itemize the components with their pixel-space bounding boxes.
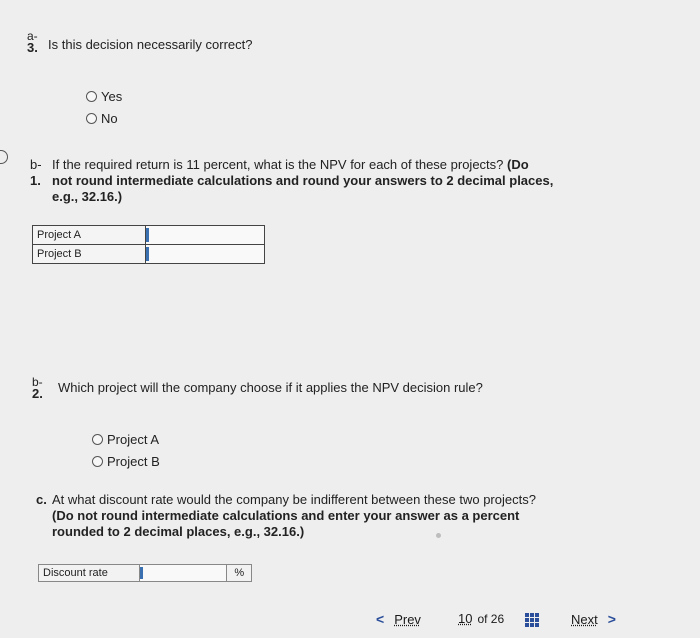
next-label: Next: [571, 611, 598, 627]
question-number-a3: [27, 30, 38, 54]
question-number-bottom: 3.: [27, 40, 38, 55]
npv-input-project-a[interactable]: [146, 226, 265, 245]
page-indicator: [458, 611, 504, 626]
question-text-b1: If the required return is 11 percent, what is the NPV for each of these projects?: [52, 157, 504, 172]
question-b1: [30, 157, 590, 205]
chevron-right-icon: >: [607, 611, 616, 627]
table-row: [33, 226, 265, 245]
discount-rate-input[interactable]: [140, 565, 227, 581]
question-number-b2: [32, 376, 43, 400]
radio-circle-icon[interactable]: [92, 434, 103, 445]
radio-label: Project B: [107, 454, 160, 469]
discount-rate-field: [38, 564, 252, 582]
radio-label: Project A: [107, 432, 160, 447]
npv-answer-table: [32, 225, 265, 264]
radio-option-yes[interactable]: [86, 89, 122, 104]
question-number-top: b-: [32, 375, 43, 389]
question-text-a3: Is this decision necessarily correct?: [48, 37, 253, 52]
percent-unit: %: [234, 567, 245, 579]
question-instruction-b1: (Do: [507, 157, 529, 172]
radio-circle-icon[interactable]: [86, 113, 97, 124]
question-instruction-b1-line3: e.g., 32.16.): [52, 189, 123, 204]
question-number-bottom: 2.: [32, 386, 43, 401]
discount-rate-label: Discount rate: [39, 565, 140, 581]
cursor-dot-icon: [436, 533, 441, 538]
radio-option-no[interactable]: [86, 111, 118, 126]
row-label-project-b: Project B: [33, 245, 146, 264]
prev-button[interactable]: [376, 611, 421, 627]
prev-label: Prev: [394, 611, 421, 627]
radio-option-project-a[interactable]: [92, 432, 159, 447]
radio-circle-icon[interactable]: [86, 91, 97, 102]
radio-label: No: [101, 111, 118, 126]
page-total: of 26: [477, 611, 505, 626]
question-number-top: a-: [27, 29, 38, 43]
question-instruction-c-line2: rounded to 2 decimal places, e.g., 32.16.): [52, 524, 305, 539]
question-number-bottom: 1.: [30, 173, 41, 188]
question-text-b2: Which project will the company choose if it applies the NPV decision rule?: [58, 380, 483, 395]
chevron-left-icon: <: [376, 611, 385, 627]
question-number-top: b-: [30, 157, 42, 172]
radio-label: Yes: [101, 89, 123, 104]
question-text-c: At what discount rate would the company be indifferent between these two projects?: [52, 492, 536, 507]
side-tab-icon: [0, 150, 8, 164]
npv-input-project-b[interactable]: [146, 245, 265, 264]
radio-circle-icon[interactable]: [92, 456, 103, 467]
page-current: 10: [458, 611, 473, 626]
table-row: [33, 245, 265, 264]
question-number-c: c.: [36, 492, 47, 507]
next-button[interactable]: [571, 611, 616, 627]
radio-option-project-b[interactable]: [92, 454, 160, 469]
question-c: [36, 492, 596, 540]
question-instruction-c: (Do not round intermediate calculations and enter your answer as a percent: [52, 508, 520, 523]
row-label-project-a: Project A: [33, 226, 146, 245]
question-grid-icon[interactable]: [525, 613, 539, 627]
question-instruction-b1-line2: not round intermediate calculations and round your answers to 2 decimal places,: [52, 173, 554, 188]
